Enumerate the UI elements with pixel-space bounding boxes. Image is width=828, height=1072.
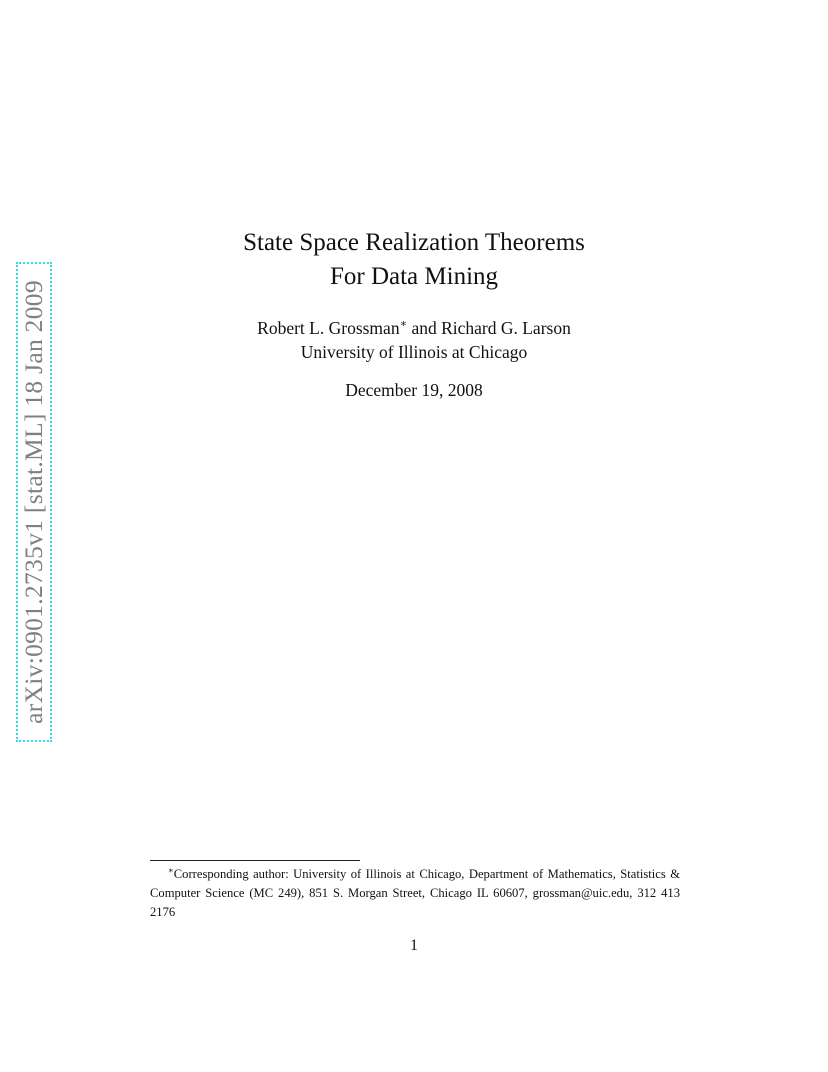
author-1: Robert L. Grossman <box>257 318 400 338</box>
paper-date: December 19, 2008 <box>345 380 483 400</box>
footnote-marker: ∗ <box>399 318 408 331</box>
affiliation: University of Illinois at Chicago <box>300 342 528 362</box>
title-line-1: State Space Realization Theorems <box>243 229 585 256</box>
footnote-rule <box>150 860 360 861</box>
footnote-mark: ∗ <box>168 864 174 875</box>
arxiv-stamp <box>16 262 52 742</box>
author-block <box>150 316 678 364</box>
footnote <box>150 865 680 922</box>
page-number: 1 <box>410 937 418 954</box>
paper-title <box>150 226 678 294</box>
footnote-text: Corresponding author: University of Illinois at Chicago, Department of Mathematics, Statistics & Computer Science (MC 249), 851 S. Morgan Street, Chicago IL 60607, grossman@uic.edu, 312 413 2176 <box>150 867 680 919</box>
arxiv-identifier: arXiv:0901.2735v1 [stat.ML] 18 Jan 2009 <box>19 280 48 724</box>
author-2: and Richard G. Larson <box>407 318 571 338</box>
title-line-2: For Data Mining <box>329 263 499 290</box>
author-line <box>150 316 678 340</box>
